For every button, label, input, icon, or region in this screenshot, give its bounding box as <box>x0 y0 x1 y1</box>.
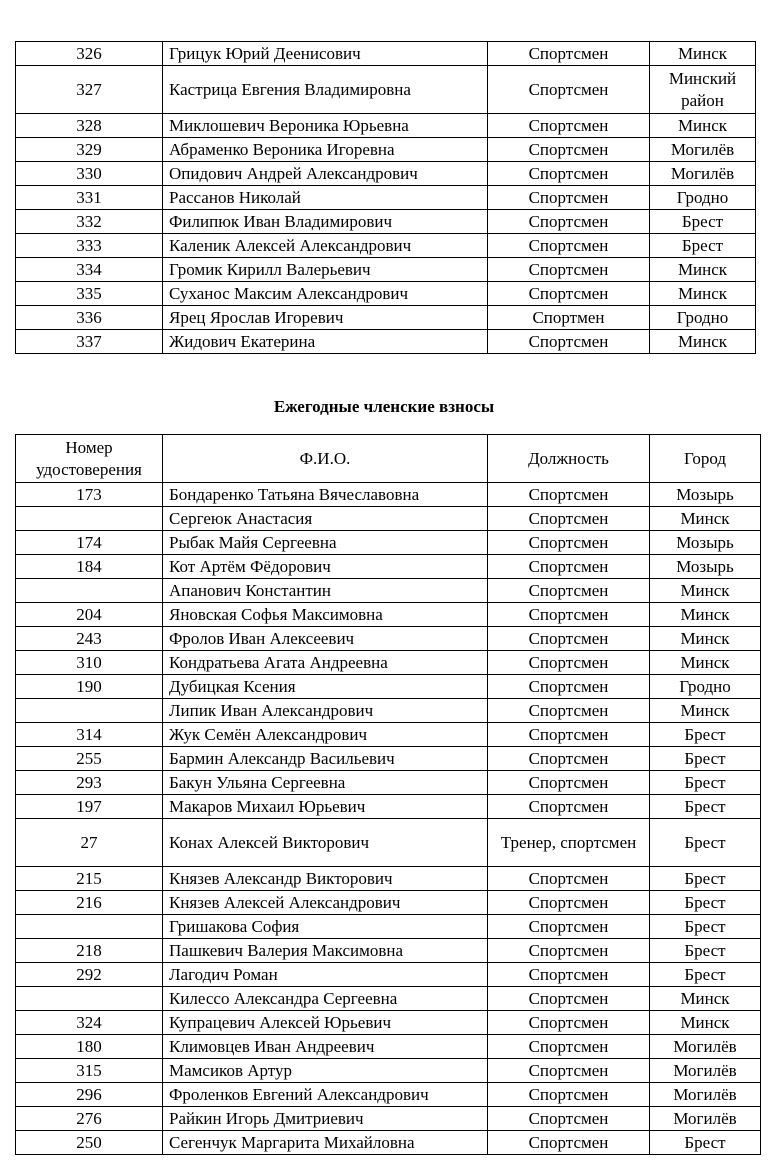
cell-position: Спортсмен <box>488 234 650 258</box>
table-row <box>16 42 756 66</box>
cell-position: Спортсмен <box>488 867 650 891</box>
annual-fees-table <box>15 434 761 1155</box>
cell-position: Спортсмен <box>488 579 650 603</box>
cell-city: Могилёв <box>650 1107 761 1131</box>
cell-city: Гродно <box>650 186 756 210</box>
cell-name: Липик Иван Александрович <box>163 699 488 723</box>
cell-city: Минск <box>650 114 756 138</box>
cell-city: Брест <box>650 915 761 939</box>
cell-city: Брест <box>650 747 761 771</box>
cell-number: 190 <box>16 675 163 699</box>
cell-position: Спортсмен <box>488 210 650 234</box>
cell-name: Фроленков Евгений Александрович <box>163 1083 488 1107</box>
cell-city: Минск <box>650 258 756 282</box>
table-row <box>16 1083 761 1107</box>
cell-position: Спортсмен <box>488 114 650 138</box>
cell-city: Минск <box>650 330 756 354</box>
cell-position: Спортсмен <box>488 675 650 699</box>
cell-city: Мозырь <box>650 531 761 555</box>
cell-number: 173 <box>16 483 163 507</box>
cell-position: Спортсмен <box>488 747 650 771</box>
cell-position: Спортсмен <box>488 1131 650 1155</box>
cell-city: Брест <box>650 819 761 867</box>
cell-position: Спортсмен <box>488 1083 650 1107</box>
cell-position: Спортсмен <box>488 699 650 723</box>
cell-position: Спортсмен <box>488 963 650 987</box>
cell-number: 324 <box>16 1011 163 1035</box>
header-name: Ф.И.О. <box>163 435 488 483</box>
table-row <box>16 258 756 282</box>
cell-number: 296 <box>16 1083 163 1107</box>
cell-number: 334 <box>16 258 163 282</box>
table-row <box>16 915 761 939</box>
table-row <box>16 282 756 306</box>
cell-name: Жидович Екатерина <box>163 330 488 354</box>
table-row <box>16 651 761 675</box>
cell-position: Спортсмен <box>488 138 650 162</box>
cell-number: 329 <box>16 138 163 162</box>
cell-position: Спортсмен <box>488 1035 650 1059</box>
header-position: Должность <box>488 435 650 483</box>
cell-city: Минск <box>650 507 761 531</box>
cell-number: 174 <box>16 531 163 555</box>
cell-name: Кот Артём Фёдорович <box>163 555 488 579</box>
cell-name: Князев Алексей Александрович <box>163 891 488 915</box>
members-table-continued <box>15 41 756 354</box>
cell-city: Минск <box>650 987 761 1011</box>
cell-name: Филипюк Иван Владимирович <box>163 210 488 234</box>
table-row <box>16 1059 761 1083</box>
cell-position: Спортсмен <box>488 651 650 675</box>
cell-number: 332 <box>16 210 163 234</box>
cell-number: 255 <box>16 747 163 771</box>
cell-name: Апанович Константин <box>163 579 488 603</box>
cell-number: 335 <box>16 282 163 306</box>
cell-number: 276 <box>16 1107 163 1131</box>
table-row <box>16 162 756 186</box>
cell-name: Бакун Ульяна Сергеевна <box>163 771 488 795</box>
cell-position: Спортсмен <box>488 330 650 354</box>
cell-city: Брест <box>650 963 761 987</box>
cell-number: 337 <box>16 330 163 354</box>
cell-number: 315 <box>16 1059 163 1083</box>
table-row <box>16 1035 761 1059</box>
table-row <box>16 555 761 579</box>
cell-position: Спортсмен <box>488 939 650 963</box>
table-row <box>16 963 761 987</box>
cell-position: Спортсмен <box>488 915 650 939</box>
table-row <box>16 627 761 651</box>
cell-number: 328 <box>16 114 163 138</box>
cell-name: Дубицкая Ксения <box>163 675 488 699</box>
cell-name: Яновская Софья Максимовна <box>163 603 488 627</box>
cell-city: Брест <box>650 939 761 963</box>
cell-city: Минск <box>650 579 761 603</box>
members-table-body <box>16 42 756 354</box>
cell-name: Пашкевич Валерия Максимовна <box>163 939 488 963</box>
cell-number: 292 <box>16 963 163 987</box>
table-row <box>16 675 761 699</box>
cell-position: Спортсмен <box>488 186 650 210</box>
cell-number: 27 <box>16 819 163 867</box>
cell-name: Климовцев Иван Андреевич <box>163 1035 488 1059</box>
cell-number: 250 <box>16 1131 163 1155</box>
cell-number: 326 <box>16 42 163 66</box>
cell-number <box>16 579 163 603</box>
cell-number: 331 <box>16 186 163 210</box>
cell-number: 197 <box>16 795 163 819</box>
cell-position: Тренер, спортсмен <box>488 819 650 867</box>
cell-city: Могилёв <box>650 138 756 162</box>
cell-city: Мозырь <box>650 483 761 507</box>
cell-position: Спортсмен <box>488 987 650 1011</box>
cell-number <box>16 507 163 531</box>
cell-position: Спортсмен <box>488 555 650 579</box>
table-row <box>16 306 756 330</box>
table-row <box>16 699 761 723</box>
cell-position: Спортсмен <box>488 1059 650 1083</box>
cell-number: 184 <box>16 555 163 579</box>
cell-name: Рыбак Майя Сергеевна <box>163 531 488 555</box>
table-row <box>16 1107 761 1131</box>
cell-city: Минский район <box>650 66 756 114</box>
cell-name: Конах Алексей Викторович <box>163 819 488 867</box>
cell-name: Килессо Александра Сергеевна <box>163 987 488 1011</box>
cell-city: Могилёв <box>650 162 756 186</box>
cell-position: Спортсмен <box>488 66 650 114</box>
table-row <box>16 579 761 603</box>
cell-name: Грицук Юрий Деенисович <box>163 42 488 66</box>
cell-position: Спортсмен <box>488 627 650 651</box>
cell-position: Спортсмен <box>488 42 650 66</box>
table-header-row <box>16 435 761 483</box>
cell-city: Минск <box>650 603 761 627</box>
cell-city: Брест <box>650 234 756 258</box>
cell-city: Брест <box>650 723 761 747</box>
cell-name: Громик Кирилл Валерьевич <box>163 258 488 282</box>
table-row <box>16 234 756 258</box>
table-row <box>16 747 761 771</box>
cell-name: Ярец Ярослав Игоревич <box>163 306 488 330</box>
cell-position: Спортсмен <box>488 723 650 747</box>
cell-city: Брест <box>650 210 756 234</box>
cell-number: 216 <box>16 891 163 915</box>
cell-city: Брест <box>650 891 761 915</box>
cell-number: 333 <box>16 234 163 258</box>
table-row <box>16 891 761 915</box>
cell-name: Князев Александр Викторович <box>163 867 488 891</box>
cell-position: Спортсмен <box>488 795 650 819</box>
cell-city: Брест <box>650 867 761 891</box>
cell-name: Макаров Михаил Юрьевич <box>163 795 488 819</box>
cell-number: 330 <box>16 162 163 186</box>
cell-position: Спортсмен <box>488 1107 650 1131</box>
cell-name: Абраменко Вероника Игоревна <box>163 138 488 162</box>
cell-position: Спортмен <box>488 306 650 330</box>
cell-number <box>16 699 163 723</box>
cell-city: Минск <box>650 42 756 66</box>
cell-position: Спортсмен <box>488 483 650 507</box>
cell-position: Спортсмен <box>488 258 650 282</box>
cell-city: Мозырь <box>650 555 761 579</box>
table-row <box>16 939 761 963</box>
cell-number: 314 <box>16 723 163 747</box>
cell-name: Фролов Иван Алексеевич <box>163 627 488 651</box>
table-row <box>16 114 756 138</box>
cell-name: Райкин Игорь Дмитриевич <box>163 1107 488 1131</box>
cell-city: Минск <box>650 699 761 723</box>
cell-position: Спортсмен <box>488 771 650 795</box>
cell-city: Брест <box>650 1131 761 1155</box>
table-row <box>16 1131 761 1155</box>
cell-number: 310 <box>16 651 163 675</box>
cell-name: Мамсиков Артур <box>163 1059 488 1083</box>
cell-name: Кондратьева Агата Андреевна <box>163 651 488 675</box>
section-title: Ежегодные членские взносы <box>273 397 495 416</box>
cell-number: 218 <box>16 939 163 963</box>
cell-name: Купрацевич Алексей Юрьевич <box>163 1011 488 1035</box>
cell-position: Спортсмен <box>488 891 650 915</box>
cell-name: Рассанов Николай <box>163 186 488 210</box>
cell-position: Спортсмен <box>488 603 650 627</box>
table-row <box>16 330 756 354</box>
cell-number: 243 <box>16 627 163 651</box>
cell-position: Спортсмен <box>488 282 650 306</box>
cell-city: Гродно <box>650 675 761 699</box>
table-row <box>16 819 761 867</box>
cell-number: 293 <box>16 771 163 795</box>
table-row <box>16 987 761 1011</box>
cell-position: Спортсмен <box>488 531 650 555</box>
cell-name: Бондаренко Татьяна Вячеславовна <box>163 483 488 507</box>
cell-name: Суханос Максим Александрович <box>163 282 488 306</box>
cell-name: Лагодич Роман <box>163 963 488 987</box>
cell-name: Бармин Александр Васильевич <box>163 747 488 771</box>
cell-number: 336 <box>16 306 163 330</box>
cell-city: Минск <box>650 627 761 651</box>
table-row <box>16 483 761 507</box>
table-row <box>16 795 761 819</box>
cell-name: Кастрица Евгения Владимировна <box>163 66 488 114</box>
cell-number <box>16 987 163 1011</box>
cell-name: Сегенчук Маргарита Михайловна <box>163 1131 488 1155</box>
cell-name: Сергеюк Анастасия <box>163 507 488 531</box>
table-row <box>16 867 761 891</box>
cell-number: 180 <box>16 1035 163 1059</box>
cell-city: Брест <box>650 795 761 819</box>
cell-city: Могилёв <box>650 1035 761 1059</box>
header-city: Город <box>650 435 761 483</box>
cell-city: Минск <box>650 1011 761 1035</box>
cell-position: Спортсмен <box>488 1011 650 1035</box>
cell-number: 215 <box>16 867 163 891</box>
cell-name: Миклошевич Вероника Юрьевна <box>163 114 488 138</box>
table-row <box>16 210 756 234</box>
cell-city: Могилёв <box>650 1083 761 1107</box>
cell-city: Минск <box>650 282 756 306</box>
table-row <box>16 1011 761 1035</box>
header-number: Номер удостоверения <box>16 435 163 483</box>
cell-position: Спортсмен <box>488 507 650 531</box>
annual-fees-table-body <box>16 483 761 1155</box>
cell-city: Могилёв <box>650 1059 761 1083</box>
table-row <box>16 723 761 747</box>
table-row <box>16 66 756 114</box>
table-row <box>16 507 761 531</box>
table-row <box>16 531 761 555</box>
cell-name: Жук Семён Александрович <box>163 723 488 747</box>
cell-number: 327 <box>16 66 163 114</box>
table-row <box>16 603 761 627</box>
cell-number <box>16 915 163 939</box>
cell-name: Каленик Алексей Александрович <box>163 234 488 258</box>
cell-name: Гришакова София <box>163 915 488 939</box>
cell-number: 204 <box>16 603 163 627</box>
table-row <box>16 138 756 162</box>
cell-city: Минск <box>650 651 761 675</box>
table-row <box>16 771 761 795</box>
cell-city: Гродно <box>650 306 756 330</box>
cell-name: Опидович Андрей Александрович <box>163 162 488 186</box>
table-row <box>16 186 756 210</box>
cell-city: Брест <box>650 771 761 795</box>
cell-position: Спортсмен <box>488 162 650 186</box>
